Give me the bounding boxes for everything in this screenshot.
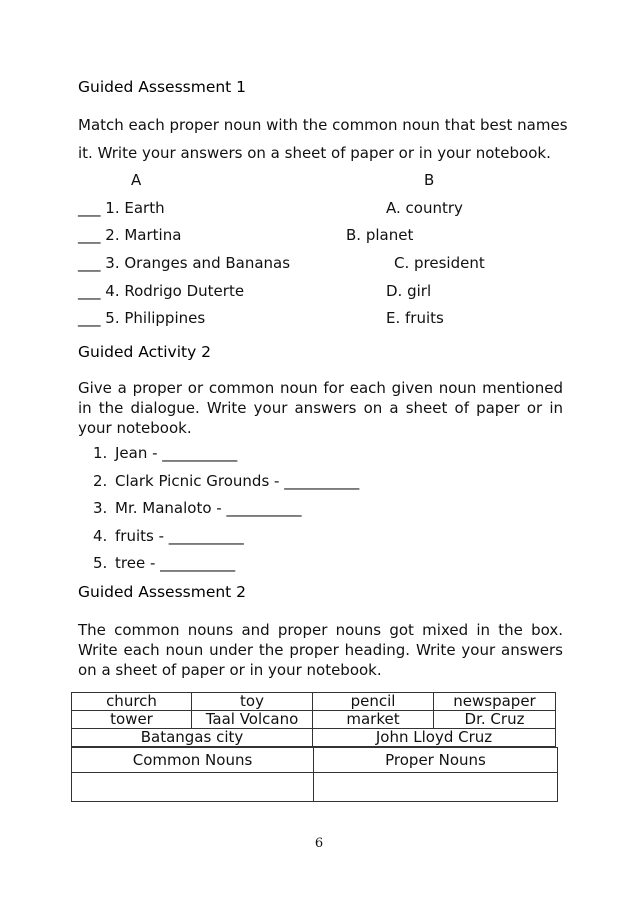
page-number: 6 — [314, 836, 324, 851]
answer-blank: ___ — [78, 199, 101, 217]
proper-noun: 2. Martina — [105, 226, 182, 244]
item-text: tree - __________ — [115, 554, 236, 572]
word-cell: market — [313, 711, 434, 729]
guided-assessment-2-heading: Guided Assessment 2 — [78, 583, 247, 601]
common-nouns-heading: Common Nouns — [72, 748, 314, 773]
word-cell: Batangas city — [72, 729, 313, 747]
list-item — [78, 498, 359, 526]
word-cell: church — [72, 693, 192, 711]
word-cell: tower — [72, 711, 192, 729]
item-text: Mr. Manaloto - __________ — [115, 499, 302, 517]
item-number: 3. — [93, 499, 108, 517]
item-number: 5. — [93, 554, 108, 572]
proper-noun: 4. Rodrigo Duterte — [105, 282, 245, 300]
instruction-line-1: Match each proper noun with the common noun that best names — [78, 116, 568, 134]
match-item-1 — [78, 199, 165, 217]
item-text: Clark Picnic Grounds - __________ — [115, 471, 360, 490]
instruction-line-2: it. Write your answers on a sheet of paper or in your notebook. — [78, 144, 551, 162]
assessment-2-instruction: The common nouns and proper nouns got mixed in the box. Write each noun under the proper heading. Write your answers on a sheet of paper or in your notebook. — [78, 621, 563, 679]
answer-blank: ___ — [78, 282, 101, 300]
proper-noun: 5. Philippines — [105, 309, 206, 327]
item-number: 1. — [93, 444, 108, 462]
list-item — [78, 471, 359, 499]
proper-noun: 3. Oranges and Bananas — [105, 254, 291, 272]
match-item-3 — [78, 254, 290, 272]
item-text: Jean - __________ — [115, 444, 238, 462]
proper-nouns-answer-cell — [314, 773, 558, 802]
word-cell: Dr. Cruz — [434, 711, 556, 729]
table-row — [72, 729, 556, 747]
table-row — [72, 711, 556, 729]
common-noun-option: A. country — [386, 199, 463, 217]
word-cell: Taal Volcano — [192, 711, 313, 729]
word-cell: toy — [192, 693, 313, 711]
answer-blank: ___ — [78, 226, 101, 244]
word-box — [71, 692, 556, 747]
proper-nouns-heading: Proper Nouns — [314, 748, 558, 773]
answer-table — [71, 747, 558, 802]
match-item-4 — [78, 282, 244, 300]
list-item — [78, 526, 359, 554]
common-noun-option: D. girl — [386, 282, 432, 300]
common-noun-option: C. president — [394, 254, 485, 272]
guided-assessment-1-heading: Guided Assessment 1 — [78, 78, 247, 96]
list-item — [78, 443, 359, 471]
match-item-2 — [78, 226, 181, 244]
common-nouns-answer-cell — [72, 773, 314, 802]
word-cell: pencil — [313, 693, 434, 711]
word-cell: John Lloyd Cruz — [313, 729, 556, 747]
word-cell: newspaper — [434, 693, 556, 711]
column-a-label: A — [131, 171, 142, 189]
answer-blank: ___ — [78, 309, 101, 327]
proper-noun: 1. Earth — [105, 199, 165, 217]
table-header-row — [72, 748, 558, 773]
item-number: 2. — [93, 471, 108, 490]
item-text: fruits - __________ — [115, 526, 244, 545]
item-number: 4. — [93, 526, 108, 545]
table-row — [72, 773, 558, 802]
list-item — [78, 553, 359, 581]
common-noun-option: B. planet — [346, 226, 414, 244]
common-noun-option: E. fruits — [386, 309, 444, 327]
table-row — [72, 693, 556, 711]
match-item-5 — [78, 309, 205, 327]
activity-2-instruction: Give a proper or common noun for each given noun mentioned in the dialogue. Write your answers on a sheet of paper or in your notebook. — [78, 379, 563, 437]
answer-blank: ___ — [78, 254, 101, 272]
noun-list — [78, 443, 359, 581]
column-b-label: B — [424, 171, 435, 189]
guided-activity-2-heading: Guided Activity 2 — [78, 343, 212, 361]
